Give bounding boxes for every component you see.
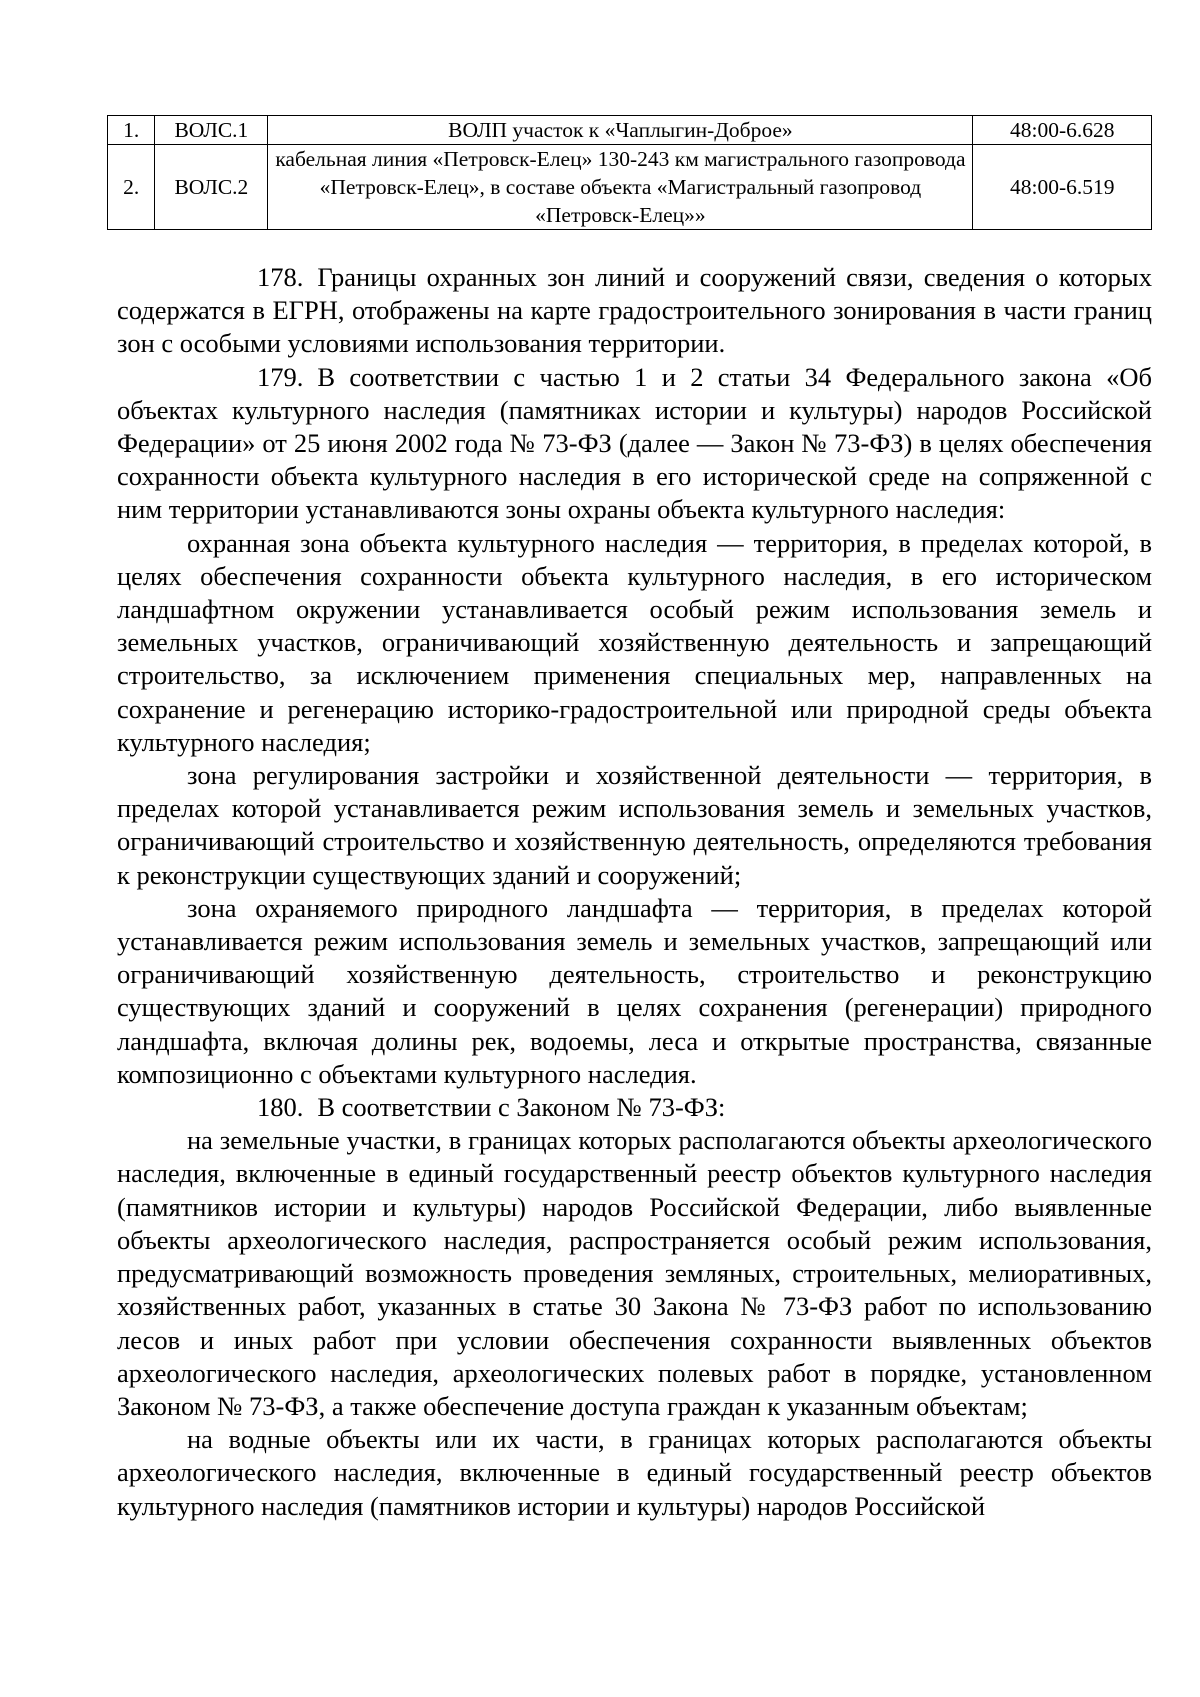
object-code: ВОЛС.2 bbox=[155, 145, 268, 230]
clause-number: 178. bbox=[257, 262, 304, 292]
row-number: 2. bbox=[108, 145, 155, 230]
clause-number: 179. bbox=[257, 361, 304, 392]
clause-text: В соответствии с частью 1 и 2 статьи 34 Федерального закона «Об объектах культурного наследия (памятниках истории и культуры) народов Российской Федерации» от 25 июня 2002 года № 73-ФЗ (далее — Закон № 73-ФЗ) в целях обеспечения сохранности объекта культурного наследия в его исторической среде на сопряженной с ним территории устанавливаются зоны охраны объекта культурного наследия: bbox=[117, 361, 1152, 525]
paragraph-180 bbox=[117, 1091, 1152, 1124]
paragraph-179-landscape-zone: зона охраняемого природного ландшафта — территория, в пределах которой устанавливается режим использования земель и земельных участков, запрещающий или ограничивающий хозяйственную деятельность, строительство и реконструкцию существующих зданий и сооружений в целях сохранения (регенерации) природного ландшафта, включая долины рек, водоемы, леса и открытые пространства, связанные композиционно с объектами культурного наследия. bbox=[117, 892, 1152, 1089]
clause-number: 180. bbox=[257, 1092, 304, 1123]
row-number: 1. bbox=[108, 116, 155, 145]
object-name: ВОЛП участок к «Чаплыгин-Доброе» bbox=[268, 116, 973, 145]
paragraph-180-water-objects: на водные объекты или их части, в границах которых располагаются объекты археологического наследия, включенные в единый государственный реестр объектов культурного наследия (памятников истории и культуры) народов Российской bbox=[117, 1424, 1152, 1521]
object-code: ВОЛС.1 bbox=[155, 116, 268, 145]
paragraph-180-land-plots: на земельные участки, в границах которых располагаются объекты археологического наследия, включенные в единый государственный реестр объектов культурного наследия (памятников истории и культуры) народов Российской Федерации, либо выявленные объекты археологического наследия, распространяется особый режим использования, предусматривающий возможность проведения земляных, строительных, мелиоративных, хозяйственных работ, указанных в статье 30 Закона № 73-ФЗ работ по использованию лесов и иных работ при условии обеспечения сохранности выявленных объектов археологического наследия, археологических полевых работ в порядке, установленном Законом № 73-ФЗ, а также обеспечение доступа граждан к указанным объектам; bbox=[117, 1125, 1152, 1421]
paragraph-179 bbox=[117, 361, 1152, 527]
paragraph-178 bbox=[117, 261, 1152, 361]
table-row bbox=[108, 145, 1152, 230]
registry-number: 48:00-6.519 bbox=[973, 145, 1152, 230]
document-body bbox=[117, 261, 1152, 1523]
paragraph-179-regulation-zone: зона регулирования застройки и хозяйственной деятельности — территория, в пределах которой устанавливается режим использования земель и земельных участков, ограничивающий строительство и хозяйственную деятельность, определяются требования к реконструкции существующих зданий и сооружений; bbox=[117, 760, 1152, 890]
object-name: кабельная линия «Петровск-Елец» 130-243 км магистрального газопровода «Петровск-Елец», в составе объекта «Магистральный газопровод «Петровск-Елец»» bbox=[268, 145, 973, 230]
communication-lines-table bbox=[107, 115, 1152, 230]
clause-text: Границы охранных зон линий и сооружений связи, сведения о которых содержатся в ЕГРН, отображены на карте градостроительного зонирования в части границ зон с особыми условиями использования территории. bbox=[117, 262, 1152, 359]
paragraph-179-protection-zone: охранная зона объекта культурного наследия — территория, в пределах которой, в целях обеспечения сохранности объекта культурного наследия, в его историческом ландшафтном окружении устанавливается особый режим использования земель и земельных участков, ограничивающий хозяйственную деятельность и запрещающий строительство, за исключением применения специальных мер, направленных на сохранение и регенерацию историко-градостроительной или природной среды объекта культурного наследия; bbox=[117, 527, 1152, 757]
registry-number: 48:00-6.628 bbox=[973, 116, 1152, 145]
table-row bbox=[108, 116, 1152, 145]
clause-text: В соответствии с Законом № 73-ФЗ: bbox=[317, 1092, 726, 1123]
